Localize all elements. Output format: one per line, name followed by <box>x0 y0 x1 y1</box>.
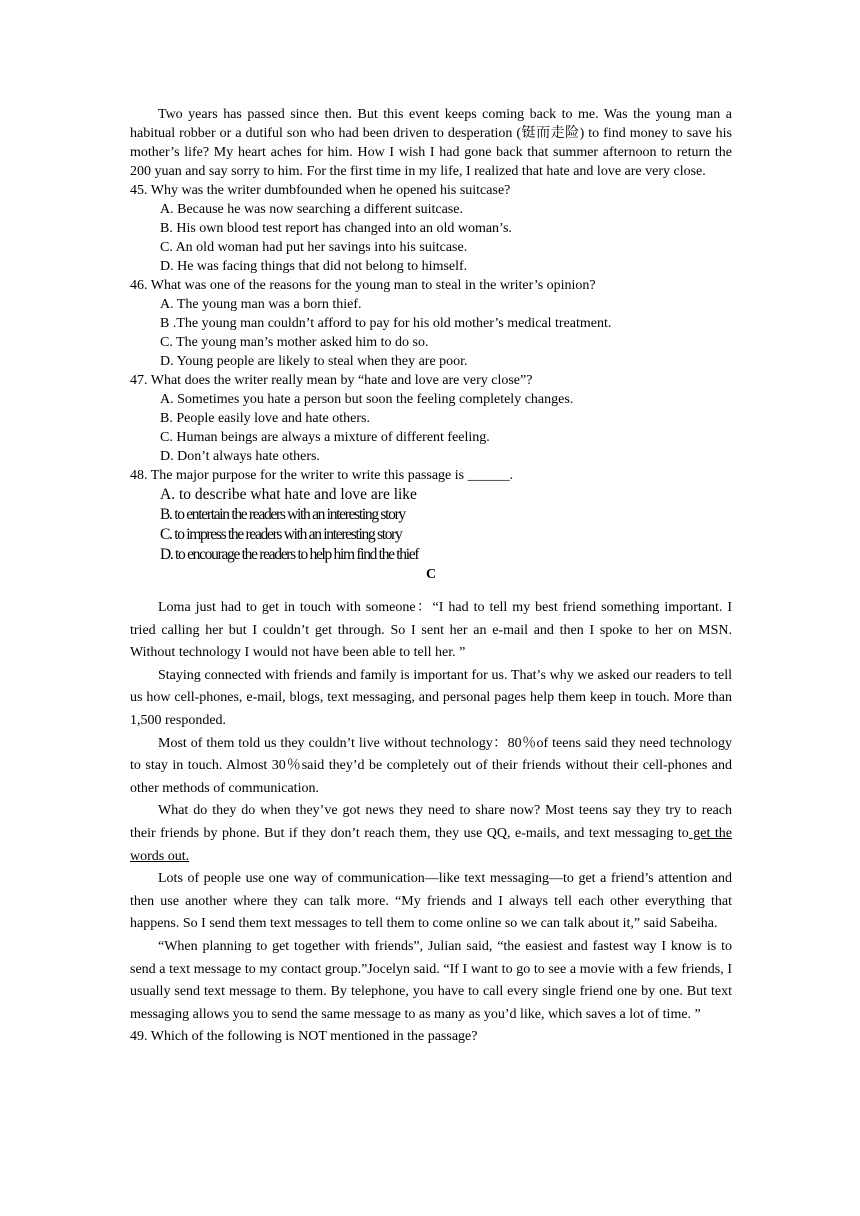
question-45-option-b: B. His own blood test report has changed into an old woman’s. <box>160 221 512 236</box>
passage-b-section <box>130 105 732 585</box>
question-48-option-c: C. to impress the readers with an interesting story <box>160 526 402 543</box>
question-46-option-a: A. The young man was a born thief. <box>160 297 362 312</box>
passage-c-paragraph-4 <box>130 800 732 868</box>
underlined-phrase: get the words out. <box>130 825 732 864</box>
section-c-heading: C <box>425 567 437 582</box>
question-48-option-d: D. to encourage the readers to help him find the thief <box>160 546 419 563</box>
question-46-stem: 46. What was one of the reasons for the young man to steal in the writer’s opinion? <box>130 278 596 293</box>
passage-c-paragraph-6: “When planning to get together with friends”, Julian said, “the easiest and fastest way I know is to send a text message to my contact group.”Jocelyn said. “If I want to go to see a movie with a few friends, I usually send text message to them. By telephone, you have to call every single friend one by one. But text messaging allows you to send the same message to as many as you’d like, which saves a lot of time. ” <box>130 938 732 1022</box>
question-46-option-d: D. Young people are likely to steal when they are poor. <box>160 354 468 369</box>
question-47-option-b: B. People easily love and hate others. <box>160 411 370 426</box>
question-46-option-b: B .The young man couldn’t afford to pay for his old mother’s medical treatment. <box>160 316 612 331</box>
question-46-option-c: C. The young man’s mother asked him to do so. <box>160 335 429 350</box>
passage-c-paragraph-2: Staying connected with friends and family is important for us. That’s why we asked our readers to tell us how cell-phones, e-mail, blogs, text messaging, and personal pages help them keep in touch. More than 1,500 responded. <box>130 667 732 728</box>
question-48-option-b: B. to entertain the readers with an interesting story <box>160 506 405 523</box>
passage-c-paragraph-1: Loma just had to get in touch with someone：“I had to tell my best friend something important. I tried calling her but I couldn’t get through. So I sent her an e-mail and then I spoke to her on MSN. Without technology I would not have been able to tell her. ” <box>130 600 732 661</box>
passage-c-paragraph-5: Lots of people use one way of communication—like text messaging—to get a friend’s attention and then use another where they can talk more. “My friends and I always tell each other everything that happens. So I send them text messages to tell them to come online so we can talk about it,” said Sabeiha. <box>130 871 732 932</box>
question-47-option-a: A. Sometimes you hate a person but soon the feeling completely changes. <box>160 392 574 407</box>
question-45-option-d: D. He was facing things that did not belong to himself. <box>160 259 468 274</box>
passage-c-section <box>130 597 732 1049</box>
question-49-stem: 49. Which of the following is NOT mentioned in the passage? <box>130 1029 478 1045</box>
question-45-option-a: A. Because he was now searching a different suitcase. <box>160 202 463 217</box>
passage-c-paragraph-3: Most of them told us they couldn’t live without technology：80％of teens said they need technology to stay in touch. Almost 30％said they’d be completely out of their friends without their cell-phones and other methods of communication. <box>130 735 732 796</box>
question-47-option-d: D. Don’t always hate others. <box>160 449 320 464</box>
passage-b-final-paragraph: Two years has passed since then. But this event keeps coming back to me. Was the young man a habitual robber or a dutiful son who had been driven to desperation (铤而走险) to find money to save his mother’s life? My heart aches for him. How I wish I had gone back that summer afternoon to return the 200 yuan and say sorry to him. For the first time in my life, I realized that hate and love are very close. <box>130 107 732 179</box>
question-45-stem: 45. Why was the writer dumbfounded when he opened his suitcase? <box>130 183 511 198</box>
question-48-stem: 48. The major purpose for the writer to write this passage is ______. <box>130 468 514 483</box>
question-47-option-c: C. Human beings are always a mixture of different feeling. <box>160 430 490 445</box>
question-45-option-c: C. An old woman had put her savings into his suitcase. <box>160 240 468 255</box>
question-47-stem: 47. What does the writer really mean by “hate and love are very close”? <box>130 373 533 388</box>
paragraph-4-text: What do they do when they’ve got news they need to share now? Most teens say they try to reach their friends by phone. But if they don’t reach them, they use QQ, e-mails, and text messaging to <box>130 803 732 841</box>
question-48-option-a: A. to describe what hate and love are like <box>160 486 417 503</box>
